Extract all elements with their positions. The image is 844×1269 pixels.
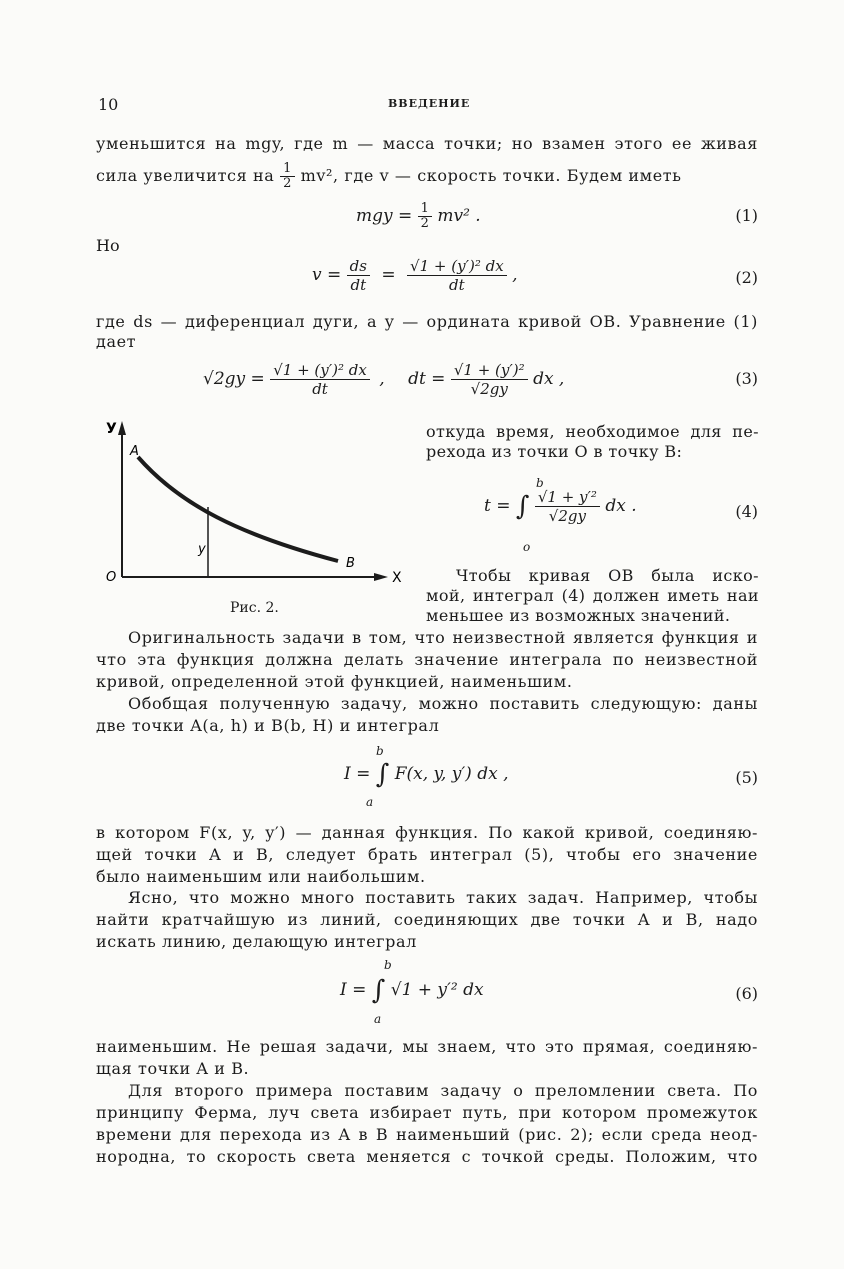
equation-lhs: mgy = [356, 206, 413, 226]
equation-dt: dt = [408, 369, 446, 389]
fraction [407, 257, 507, 294]
text-line: Обобщая полученную задачу, можно поставить следующую: даны [128, 694, 758, 713]
text-line: мой, интеграл (4) должен иметь наи [426, 586, 759, 605]
text-line: откуда время, необходимое для пе- [426, 422, 759, 441]
text-line: дает [96, 332, 137, 351]
fraction-numerator: 1 [280, 162, 295, 177]
equation-4 [484, 488, 637, 525]
equation-lhs: v = [312, 265, 342, 285]
equation-number: (6) [735, 984, 758, 1003]
fraction-denominator: √2gy [470, 380, 508, 398]
fraction-denominator: dt [312, 380, 328, 398]
text-line: Ясно, что можно много поставить таких задач. Например, чтобы [128, 888, 758, 907]
text-line: было наименьшим или наибольшим. [96, 867, 426, 886]
equation-3 [203, 361, 564, 398]
equation-number: (4) [735, 502, 758, 521]
integral-lower-limit: a [366, 795, 374, 809]
equation-number: (5) [735, 768, 758, 787]
equation-body: F(x, y, y′) dx , [394, 764, 509, 784]
integral-lower-limit: a [374, 1012, 382, 1026]
text-fragment: сила увеличится на [96, 166, 275, 185]
text-line: Но [96, 236, 120, 255]
text-line: что эта функция должна делать значение интеграла по неизвестной [96, 650, 758, 669]
page-number: 10 [98, 95, 119, 114]
label-x-axis: Х [392, 570, 402, 586]
fraction-numerator: 1 [418, 202, 432, 217]
equation-tail: , [512, 265, 518, 285]
integral-upper-limit: b [536, 476, 544, 490]
text-line: искать линию, делающую интеграл [96, 932, 417, 951]
text-line: щая точки A и B. [96, 1059, 250, 1078]
equation-lhs: I = [340, 980, 367, 1000]
fraction-denominator: 2 [283, 176, 292, 191]
fraction-numerator: √1 + (y′)² dx [407, 257, 507, 276]
text-line [96, 162, 682, 191]
integral-upper-limit: b [376, 744, 384, 758]
label-b: В [346, 556, 355, 571]
text-line: в котором F(x, y, y′) — данная функция. По какой кривой, соединяю- [96, 823, 758, 842]
fraction-numerator: √1 + (y′)² dx [270, 361, 370, 380]
equation-5 [344, 759, 509, 790]
figure-caption: Рис. 2. [230, 600, 279, 616]
text-line: рехода из точки O в точку B: [426, 442, 683, 461]
equation-1 [356, 202, 481, 231]
fraction-half [418, 202, 432, 231]
fraction [347, 257, 370, 294]
integral-sign: ∫ [371, 975, 386, 1006]
text-line: найти кратчайшую из линий, соединяющих две точки A и B, надо [96, 910, 758, 929]
fraction-half [280, 162, 295, 191]
text-fragment: mv², где v — скорость точки. Будем иметь [300, 166, 682, 185]
y-axis-arrow [118, 421, 126, 435]
fraction [451, 361, 528, 398]
text-line: наименьшим. Не решая задачи, мы знаем, что это прямая, соединяю- [96, 1037, 758, 1056]
equation-body: √1 + y′² dx [390, 980, 484, 1000]
curve-ab [138, 457, 338, 561]
equation-2 [312, 257, 518, 294]
integral-lower-limit: o [523, 540, 531, 554]
x-axis-arrow [374, 573, 388, 581]
equation-lhs: t = [484, 496, 511, 516]
text-line: Чтобы кривая OB была иско- [456, 566, 759, 585]
integral-upper-limit: b [384, 958, 392, 972]
equation-lhs: I = [344, 764, 371, 784]
fraction-denominator: 2 [420, 216, 429, 231]
equation-lhs: √2gy = [203, 369, 265, 389]
equation-tail: dx , [533, 369, 565, 389]
fraction-numerator: ds [347, 257, 370, 276]
text-line: нородна, то скорость света меняется с точкой среды. Положим, что [96, 1147, 758, 1166]
fraction-numerator: √1 + (y′)² [451, 361, 528, 380]
fraction [535, 488, 600, 525]
equation-rhs: mv² . [437, 206, 481, 226]
text-line: принципу Ферма, луч света избирает путь, при котором промежуток [96, 1103, 758, 1122]
equation-6 [340, 975, 484, 1006]
text-line: две точки A(a, h) и B(b, H) и интеграл [96, 716, 440, 735]
label-origin: О [106, 570, 117, 585]
fraction-denominator: dt [449, 276, 465, 294]
fraction-numerator: √1 + y′² [535, 488, 600, 507]
text-line: где ds — диференциал дуги, а y — ордината кривой OB. Уравнение (1) [96, 312, 758, 331]
equation-tail: dx . [605, 496, 637, 516]
fraction-denominator: dt [350, 276, 367, 294]
integral-sign: ∫ [515, 491, 530, 522]
label-ordinate: у [198, 542, 206, 557]
text-line: Оригинальность задачи в том, что неизвестной является функция и [128, 628, 758, 647]
fraction-denominator: √2gy [548, 507, 586, 525]
text-line: времени для перехода из A в B наименьший (рис. 2); если среда неод- [96, 1125, 758, 1144]
equation-number: (1) [735, 206, 758, 225]
text-line: щей точки A и B, следует брать интеграл (5), чтобы его значение [96, 845, 758, 864]
text-line: кривой, определенной этой функцией, наименьшим. [96, 672, 573, 691]
integral-sign: ∫ [375, 759, 390, 790]
figure-2 [100, 415, 410, 615]
equation-number: (2) [735, 268, 758, 287]
equals-sign: = [381, 265, 396, 285]
text-line: уменьшится на mgy, где m — масса точки; но взамен этого ее живая [96, 134, 758, 153]
label-a: А [130, 444, 139, 459]
label-y-axis: У [106, 421, 117, 437]
fraction [270, 361, 370, 398]
separator: , [379, 369, 385, 389]
text-line: Для второго примера поставим задачу о преломлении света. По [128, 1081, 758, 1100]
running-header: ВВЕДЕНИЕ [388, 97, 471, 110]
text-line: меньшее из возможных значений. [426, 606, 731, 625]
equation-number: (3) [735, 369, 758, 388]
